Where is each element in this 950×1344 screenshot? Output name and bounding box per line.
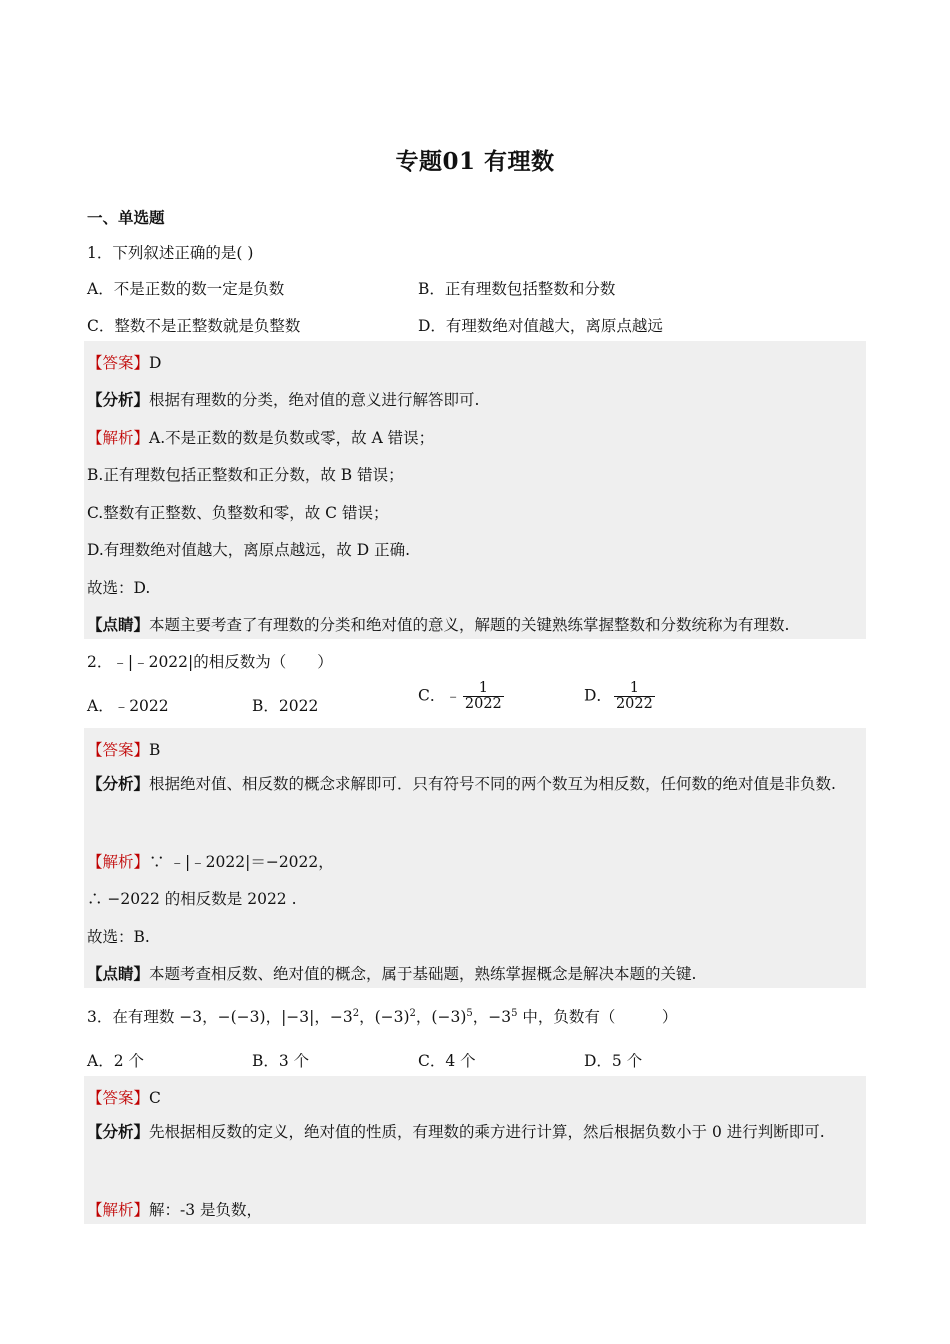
solution-text: ∵ ﹣|﹣2022|＝−2022， [149, 853, 334, 871]
question-1-stem: 1．下列叙述正确的是( ) [87, 244, 254, 262]
answer-value: C [149, 1089, 161, 1107]
solution-text: 解：-3 是负数， [149, 1201, 263, 1219]
analysis-tag: 【分析】 [87, 390, 150, 409]
q3-solution [87, 1198, 262, 1220]
q2-option-c [418, 681, 504, 712]
q3-option-a: A．2 个 [87, 1052, 144, 1070]
fraction-denominator: 2022 [464, 696, 502, 713]
analysis-text: 根据有理数的分类，绝对值的意义进行解答即可. [149, 391, 480, 409]
exponent: 5 [466, 1007, 473, 1019]
analysis-text: 先根据相反数的定义，绝对值的性质，有理数的乘方进行计算，然后根据负数小于 0 进行判断即可. [149, 1123, 825, 1141]
q1-solution-line-5: 故选：D. [87, 579, 151, 597]
q1-analysis [87, 388, 479, 410]
comment-text: 本题主要考查了有理数的分类和绝对值的意义，解题的关键熟练掌握整数和分数统称为有理数. [149, 616, 790, 634]
fraction [614, 681, 655, 712]
option-c-label: C．﹣ [418, 686, 461, 705]
analysis-tag: 【分析】 [87, 1122, 150, 1141]
q2-answer [87, 738, 160, 760]
comment-text: 本题考查相反数、绝对值的概念，属于基础题，熟练掌握概念是解决本题的关键. [149, 965, 697, 983]
q1-solution-line-3: C.整数有正整数、负整数和零，故 C 错误； [87, 504, 389, 522]
q2-option-b: B．2022 [252, 697, 319, 715]
answer-tag: 【答案】 [87, 354, 150, 372]
q2-solution [87, 850, 334, 872]
stem-part: ，−3 [472, 1008, 512, 1026]
stem-part: 中，负数有（ ） [517, 1008, 678, 1026]
q2-comment [87, 962, 696, 984]
exponent: 2 [409, 1007, 416, 1019]
stem-part: ，(−3) [359, 1008, 410, 1026]
q1-comment [87, 613, 789, 635]
answer-tag: 【答案】 [87, 1089, 150, 1107]
q2-analysis [87, 765, 863, 803]
q1-option-b: B．正有理数包括整数和分数 [418, 280, 616, 298]
q2-option-d [584, 681, 655, 712]
question-2-stem: 2．﹣|﹣2022|的相反数为（ ） [87, 653, 333, 671]
q1-answer [87, 351, 161, 373]
q3-option-d: D．5 个 [584, 1052, 643, 1070]
stem-part: ，(−3) [415, 1008, 467, 1026]
q1-solution-line-4: D.有理数绝对值越大，离原点越远，故 D 正确. [87, 541, 411, 559]
q2-solution-line-2: ∴ −2022 的相反数是 2022 . [87, 890, 297, 908]
q1-solution [87, 426, 434, 448]
solution-tag: 【解析】 [87, 1201, 150, 1219]
fraction [463, 681, 504, 712]
stem-part: 3．在有理数 −3，−(−3)，|−3|，−3 [87, 1008, 353, 1026]
fraction-numerator: 1 [463, 681, 504, 697]
section-title: 一、单选题 [87, 208, 165, 227]
answer-tag: 【答案】 [87, 741, 150, 759]
exponent: 2 [352, 1007, 360, 1019]
comment-tag: 【点睛】 [87, 964, 150, 983]
q1-solution-line-2: B.正有理数包括正整数和正分数，故 B 错误； [87, 466, 404, 484]
answer-value: B [149, 741, 161, 759]
q1-option-c: C．整数不是正整数就是负整数 [87, 317, 301, 335]
q2-solution-line-3: 故选：B. [87, 928, 150, 946]
analysis-tag: 【分析】 [87, 774, 150, 793]
analysis-text: 根据绝对值、相反数的概念求解即可．只有符号不同的两个数互为相反数，任何数的绝对值是非负数. [149, 775, 836, 793]
q3-answer [87, 1086, 161, 1108]
exponent: 5 [511, 1007, 518, 1019]
solution-text: A.不是正数的数是负数或零，故 A 错误； [149, 429, 435, 447]
solution-tag: 【解析】 [87, 853, 150, 871]
answer-value: D [149, 354, 162, 372]
q1-option-d: D．有理数绝对值越大，离原点越远 [418, 317, 663, 335]
q2-option-a: A．﹣2022 [87, 697, 169, 715]
option-d-label: D． [584, 686, 612, 705]
fraction-denominator: 2022 [615, 696, 653, 713]
solution-tag: 【解析】 [87, 429, 150, 447]
page-title: 专题01 有理数 [395, 148, 555, 175]
question-3-stem [87, 1005, 677, 1027]
fraction-numerator: 1 [614, 681, 655, 697]
q3-analysis [87, 1113, 863, 1151]
q3-option-c: C．4 个 [418, 1052, 476, 1070]
q1-solution-block [84, 341, 866, 639]
q3-option-b: B．3 个 [252, 1052, 310, 1070]
q1-option-a: A．不是正数的数一定是负数 [87, 280, 285, 298]
comment-tag: 【点睛】 [87, 615, 150, 634]
